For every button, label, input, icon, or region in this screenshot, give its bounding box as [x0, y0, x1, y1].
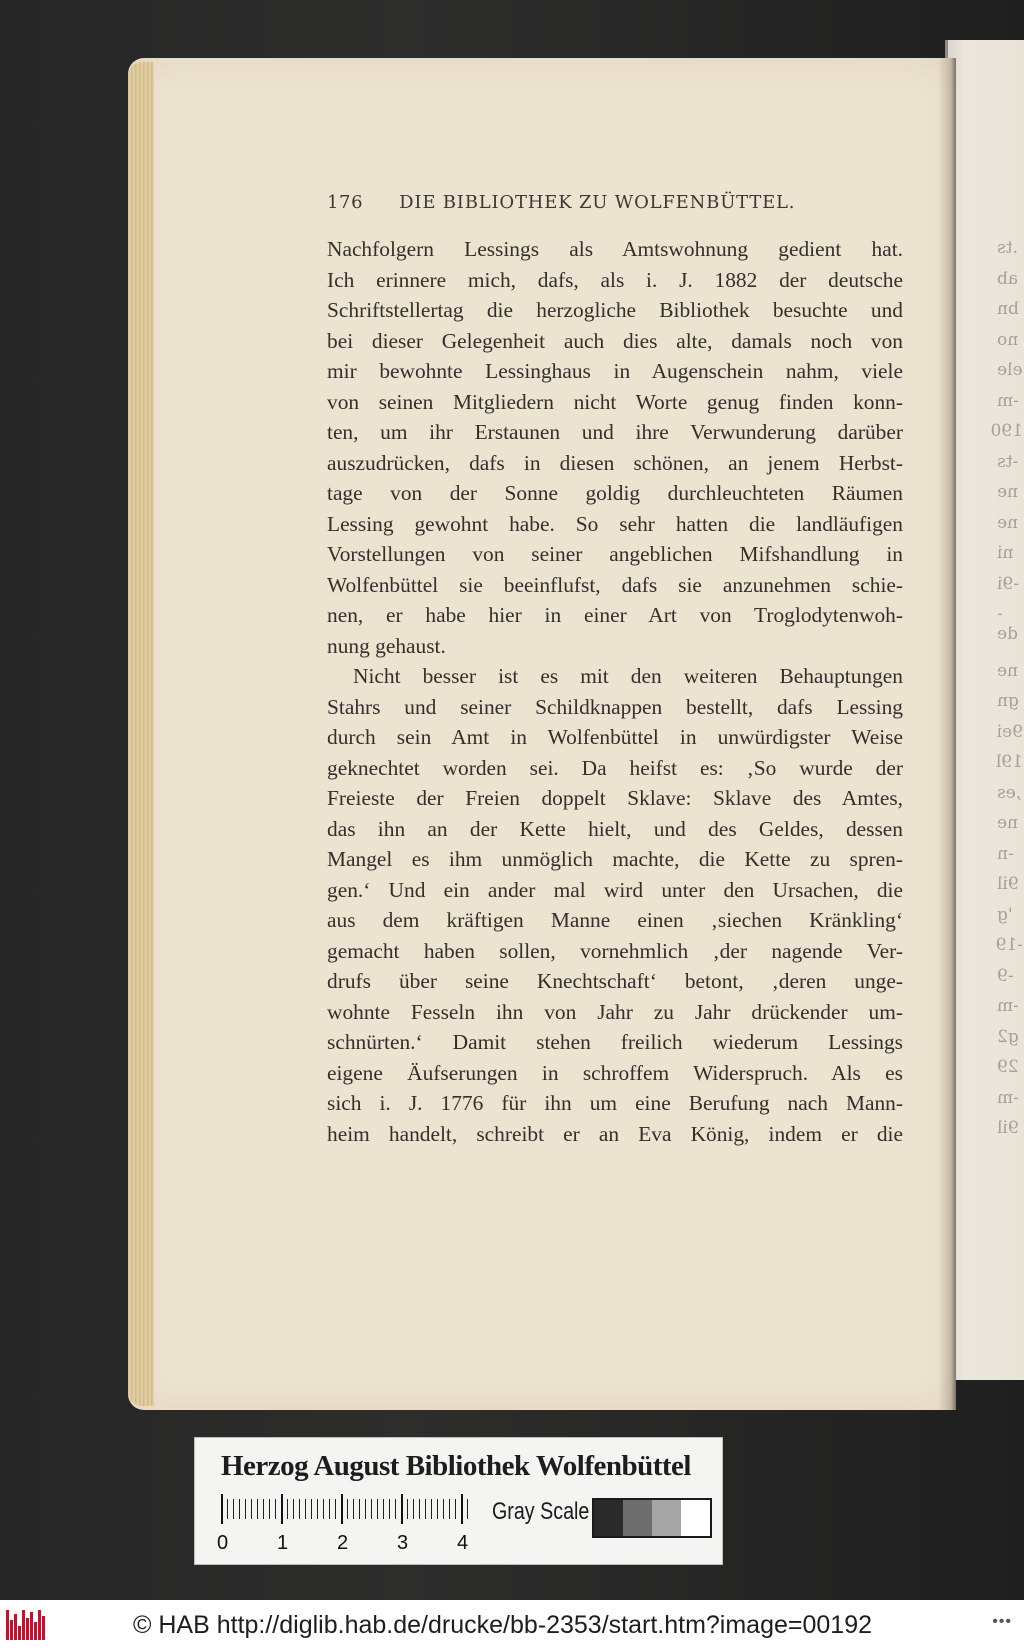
text-line: Nicht besser ist es mit den weiteren Behauptungen: [353, 664, 903, 688]
bleed-through-text: -19: [995, 935, 1023, 955]
text-line: tage von der Sonne goldig durchleuchteten Räumen: [327, 481, 903, 505]
bleed-through-text: ne: [997, 512, 1019, 533]
bleed-through-text: 9il: [997, 874, 1019, 894]
page-gutter: [938, 58, 956, 1410]
text-line: Lessing gewohnt habe. So sehr hatten die landläufigen: [327, 511, 903, 536]
gray-swatch: [594, 1500, 623, 1536]
ruler-tick: [281, 1494, 283, 1524]
bleed-through-text: -9i: [997, 573, 1019, 594]
institution-name: Herzog August Bibliothek Wolfenbüttel: [221, 1450, 691, 1482]
text-line: durch sein Amt in Wolfenbüttel in unwürdigster Weise: [327, 725, 903, 749]
page-number: 176: [327, 192, 364, 213]
running-head: [327, 192, 797, 213]
bleed-through-text: -9: [997, 965, 1014, 986]
text-line: Freieste der Freien doppelt Sklave: Sklave des Amtes,: [327, 786, 903, 810]
text-line: Nachfolgern Lessings als Amtswohnung gedient hat.: [327, 237, 903, 261]
bleed-through-text: .ts: [997, 238, 1018, 258]
text-line: Schriftstellertag die herzogliche Bibliothek besuchte und: [327, 298, 903, 322]
bleed-through-text: ne: [997, 660, 1019, 681]
citation-link[interactable]: © HAB http://diglib.hab.de/drucke/bb-2353/start.htm?image=00192: [133, 1611, 873, 1639]
ruler-number: 4: [457, 1532, 469, 1554]
bleed-through-text: -m: [997, 996, 1019, 1016]
text-line: geknechtet worden sei. Da heifst es: ‚So wurde der: [327, 755, 903, 780]
text-line: das ihn an der Kette hielt, und des Geldes, dessen: [327, 816, 903, 841]
bleed-through-text: 19l: [995, 752, 1023, 772]
ruler-tick: [221, 1494, 223, 1524]
text-line: Vorstellungen von seiner angeblichen Mifshandlung in: [327, 542, 903, 566]
bleed-through-text: g2: [997, 1026, 1019, 1047]
bleed-through-text: 29: [997, 1057, 1019, 1077]
text-line: heim handelt, schreibt er an Eva König, indem er die: [327, 1121, 903, 1146]
text-line: Stahrs und seiner Schildknappen bestellt, dafs Lessing: [327, 694, 903, 719]
bleed-through-text: ni: [997, 543, 1014, 563]
bleed-through-text: no: [997, 329, 1019, 350]
bleed-through-text: ,es: [997, 782, 1022, 803]
bleed-through-text: ne: [997, 813, 1019, 833]
bleed-through-text: 9ei: [996, 721, 1023, 742]
text-line: mir bewohnte Lessinghaus in Augenschein nahm, viele: [327, 359, 903, 383]
text-line: schnürten.‘ Damit stehen freilich wiederum Lessings: [327, 1030, 903, 1054]
ruler-tick: [461, 1494, 463, 1524]
ruler-number: 2: [337, 1532, 349, 1554]
bleed-through-text: -de: [997, 604, 1018, 644]
ruler-numbers: [215, 1532, 485, 1556]
dots-icon[interactable]: •••: [992, 1613, 1012, 1630]
gray-swatch: [652, 1500, 681, 1536]
ruler-tick: [341, 1494, 343, 1524]
bleed-through-text: gn: [997, 691, 1019, 711]
text-line: von seinen Mitgliedern nicht Worte genug finden konn-: [327, 389, 903, 414]
body-text: [327, 234, 903, 1149]
gray-swatch: [681, 1500, 710, 1536]
running-title: DIE BIBLIOTHEK ZU WOLFENBÜTTEL.: [399, 192, 796, 213]
bleed-through-text: -m: [997, 1087, 1019, 1108]
footer-bar: [0, 1600, 1024, 1651]
text-line: sich i. J. 1776 für ihn um eine Berufung nach Mann-: [327, 1091, 903, 1115]
page-block-edge: [128, 62, 154, 1406]
gray-swatch: [623, 1500, 652, 1536]
text-line: drufs über seine Knechtschaft‘ betont, ‚deren unge-: [327, 969, 903, 993]
text-line: Ich erinnere mich, dafs, als i. J. 1882 der deutsche: [327, 267, 903, 292]
text-line: aus dem kräftigen Manne einen ‚siechen Kränkling‘: [327, 908, 903, 932]
bleed-through-text: ab: [997, 268, 1019, 289]
ruler-number: 0: [217, 1532, 229, 1554]
text-line: nen, er habe hier in einer Art von Troglodytenwoh-: [327, 603, 903, 627]
text-line: eigene Äufserungen in schroffem Widerspruch. Als es: [327, 1060, 903, 1085]
text-line: nung gehaust.: [327, 633, 446, 658]
gray-scale-label: Gray Scale: [492, 1498, 590, 1525]
color-card: [194, 1437, 723, 1565]
text-line: Wolfenbüttel sie beeinflufst, dafs sie anzunehmen schie-: [327, 572, 903, 597]
bleed-through-text: ele: [997, 360, 1023, 380]
bleed-through-text: -n: [997, 843, 1014, 864]
bleed-through-text: bn: [997, 299, 1019, 319]
gray-scale-swatches: [592, 1498, 712, 1538]
text-line: gen.‘ Und ein ander mal wird unter den Ursachen, die: [327, 877, 903, 902]
bleed-through-text: 'g: [997, 904, 1013, 925]
hab-logo-icon[interactable]: [6, 1610, 48, 1640]
bleed-through-text: ne: [997, 482, 1019, 502]
ruler-tick: [401, 1494, 403, 1524]
bleed-through-text: 190: [990, 421, 1023, 441]
text-line: ten, um ihr Erstaunen und ihre Verwunderung darüber: [327, 420, 903, 444]
bleed-through-text: 9il: [997, 1118, 1019, 1138]
ruler-number: 1: [277, 1532, 289, 1554]
text-line: bei dieser Gelegenheit auch dies alte, damals noch von: [327, 328, 903, 353]
text-line: wohnte Fesseln ihn von Jahr zu Jahr drückender um-: [327, 999, 903, 1024]
next-page-edge: [945, 40, 1024, 1380]
ruler-number: 3: [397, 1532, 409, 1554]
bleed-through-text: -m: [997, 390, 1019, 411]
text-line: Mangel es ihm unmöglich machte, die Kette zu spren-: [327, 847, 903, 871]
text-line: auszudrücken, dafs in diesen schönen, an jenem Herbst-: [327, 450, 903, 475]
ruler-major-ticks: [221, 1494, 473, 1524]
text-line: gemacht haben sollen, vornehmlich ‚der nagende Ver-: [327, 938, 903, 963]
bleed-through-text: -ts: [997, 451, 1019, 472]
